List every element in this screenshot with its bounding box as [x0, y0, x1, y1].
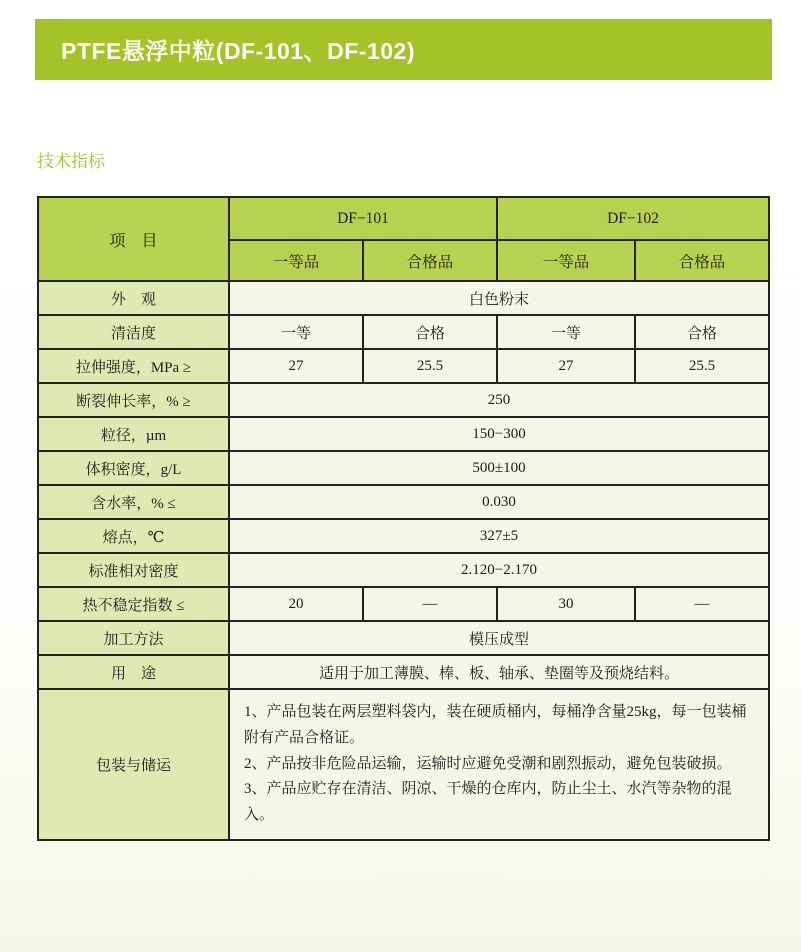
table-row — [38, 519, 769, 553]
table-header-row-groups — [38, 197, 769, 240]
table-row — [38, 485, 769, 519]
table-row — [38, 655, 769, 689]
row-label: 熔点，℃ — [38, 519, 229, 553]
row-label: 加工方法 — [38, 621, 229, 655]
section-label-technical-specs: 技术指标 — [37, 152, 105, 171]
value-cell: 150−300 — [229, 417, 769, 451]
value-cell: 一等 — [229, 315, 363, 349]
value-cell: — — [635, 587, 769, 621]
page-title: PTFE悬浮中粒(DF-101、DF-102) — [61, 38, 415, 64]
note-line: 1、产品包装在两层塑料袋内，装在硬质桶内，每桶净含量25kg，每一包装桶附有产品合格证。 — [244, 704, 747, 746]
table-row — [38, 689, 769, 840]
value-cell: 模压成型 — [229, 621, 769, 655]
title-banner — [35, 19, 772, 80]
table-row — [38, 349, 769, 383]
note-line: 2、产品按非危险品运输，运输时应避免受潮和剧烈振动，避免包装破损。 — [244, 755, 732, 772]
value-cell: — — [363, 587, 497, 621]
table-row — [38, 417, 769, 451]
value-cell: 25.5 — [363, 349, 497, 383]
header-group-df101: DF−101 — [229, 197, 497, 240]
header-df101-grade1: 一等品 — [229, 240, 363, 281]
value-cell: 250 — [229, 383, 769, 417]
table-row — [38, 587, 769, 621]
value-cell: 0.030 — [229, 485, 769, 519]
table-row — [38, 315, 769, 349]
row-label: 拉伸强度，MPa ≥ — [38, 349, 229, 383]
row-label: 断裂伸长率，% ≥ — [38, 383, 229, 417]
value-cell — [229, 689, 769, 840]
value-cell: 适用于加工薄膜、棒、板、轴承、垫圈等及预烧结料。 — [229, 655, 769, 689]
value-cell: 25.5 — [635, 349, 769, 383]
row-label: 清洁度 — [38, 315, 229, 349]
table-row — [38, 451, 769, 485]
table-row — [38, 383, 769, 417]
table-row — [38, 621, 769, 655]
value-cell: 27 — [497, 349, 635, 383]
row-label: 热不稳定指数 ≤ — [38, 587, 229, 621]
header-item-cell: 项 目 — [38, 197, 229, 281]
value-cell: 2.120−2.170 — [229, 553, 769, 587]
value-cell: 20 — [229, 587, 363, 621]
note-line: 3、产品应贮存在清洁、阴凉、干燥的仓库内，防止尘土、水汽等杂物的混入。 — [244, 781, 732, 824]
row-label: 体积密度，g/L — [38, 451, 229, 485]
value-cell: 合格 — [635, 315, 769, 349]
header-df102-qualified: 合格品 — [635, 240, 769, 281]
header-df102-grade1: 一等品 — [497, 240, 635, 281]
spec-table — [37, 196, 770, 841]
header-group-df102: DF−102 — [497, 197, 769, 240]
spec-table-body — [38, 281, 769, 840]
row-label: 用 途 — [38, 655, 229, 689]
value-cell: 27 — [229, 349, 363, 383]
value-cell: 白色粉末 — [229, 281, 769, 315]
value-cell: 500±100 — [229, 451, 769, 485]
table-row — [38, 281, 769, 315]
value-cell: 30 — [497, 587, 635, 621]
row-label: 粒径，µm — [38, 417, 229, 451]
value-cell: 合格 — [363, 315, 497, 349]
table-row — [38, 553, 769, 587]
value-cell: 一等 — [497, 315, 635, 349]
value-cell: 327±5 — [229, 519, 769, 553]
row-label: 包装与储运 — [38, 689, 229, 840]
row-label: 外 观 — [38, 281, 229, 315]
row-label: 标准相对密度 — [38, 553, 229, 587]
row-label: 含水率，% ≤ — [38, 485, 229, 519]
header-df101-qualified: 合格品 — [363, 240, 497, 281]
